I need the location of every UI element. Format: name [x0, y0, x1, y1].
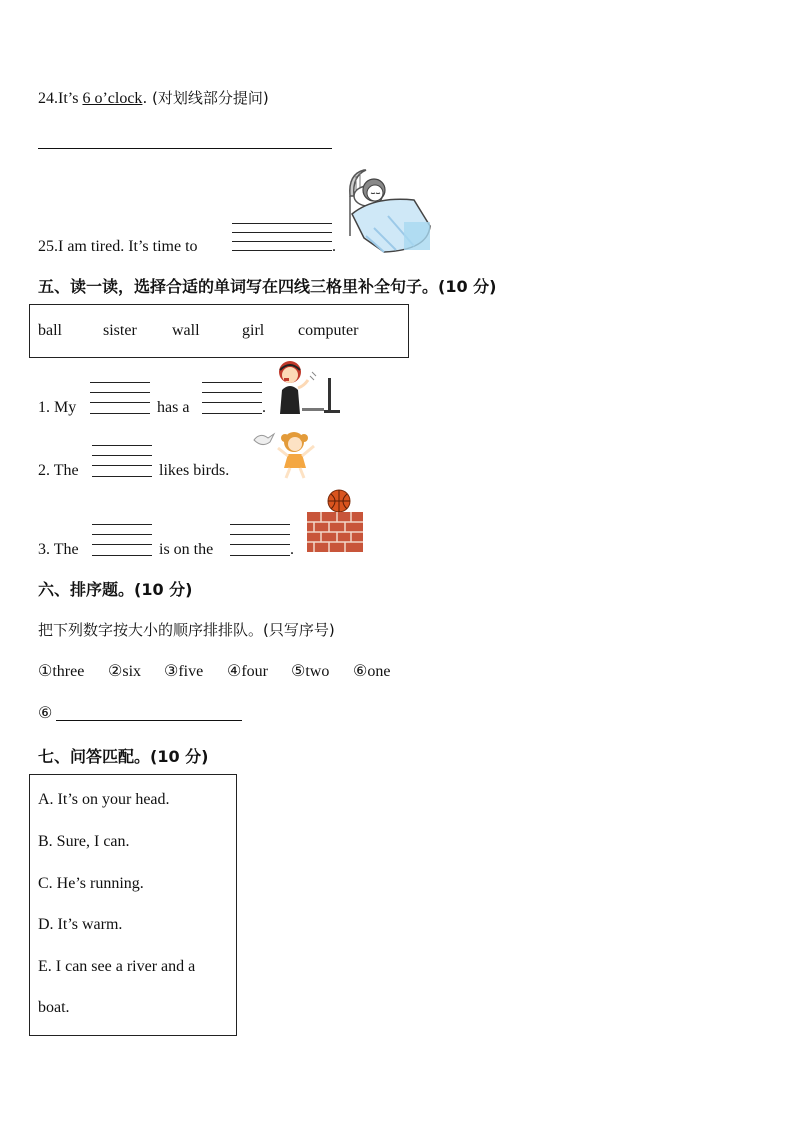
sister-computer-picture	[272, 358, 344, 416]
option-e: E. I can see a river and a	[38, 958, 196, 975]
number-item: ③five	[164, 663, 204, 680]
four-line-grid-1b[interactable]	[202, 382, 262, 414]
word-bank-item: ball	[38, 322, 62, 339]
word-bank-item: sister	[103, 322, 137, 339]
sentence-1-middle: has a	[157, 399, 190, 416]
sentence-3-middle: is on the	[159, 541, 214, 558]
answer-options-box	[29, 774, 237, 1036]
four-line-grid-3a[interactable]	[92, 524, 152, 556]
number-item: ②six	[108, 663, 142, 680]
section-6-title: 六、排序题。(10 分)	[38, 580, 193, 599]
question-25: 25.I am tired. It’s time to	[38, 238, 198, 255]
option-b: B. Sure, I can.	[38, 833, 130, 850]
word-bank-item: wall	[172, 322, 200, 339]
number-item: ⑤two	[291, 663, 330, 680]
section-6-instruction: 把下列数字按大小的顺序排排队。(只写序号)	[38, 621, 335, 639]
four-line-grid-1a[interactable]	[90, 382, 150, 414]
answer-line-24[interactable]	[38, 148, 332, 149]
option-c: C. He’s running.	[38, 875, 144, 892]
four-line-grid-25[interactable]	[232, 223, 332, 251]
word-bank-item: computer	[298, 322, 359, 339]
answer-start: ⑥	[38, 705, 53, 722]
option-a: A. It’s on your head.	[38, 791, 170, 808]
period: .	[332, 238, 336, 255]
sentence-2-start: 2. The	[38, 462, 79, 479]
girl-bird-picture	[250, 428, 322, 480]
ball-wall-picture	[305, 488, 365, 554]
number-item: ①three	[38, 663, 85, 680]
sentence-2-end: likes birds.	[159, 462, 230, 479]
answer-line-6[interactable]	[56, 720, 242, 721]
number-item: ⑥one	[353, 663, 391, 680]
four-line-grid-2[interactable]	[92, 445, 152, 477]
underlined-phrase: 6 o’clock	[82, 90, 143, 107]
sentence-3-start: 3. The	[38, 541, 79, 558]
sleeping-girl-picture	[344, 166, 432, 254]
number-item: ④four	[227, 663, 268, 680]
question-24: 24.It’s 6 o’clock. (对划线部分提问)	[38, 89, 269, 107]
section-7-title: 七、问答匹配。(10 分)	[38, 747, 209, 766]
option-d: D. It’s warm.	[38, 916, 123, 933]
word-bank-item: girl	[242, 322, 265, 339]
option-e-continued: boat.	[38, 999, 70, 1016]
period: .	[262, 399, 266, 416]
section-5-title: 五、读一读，选择合适的单词写在四线三格里补全句子。(10 分)	[38, 277, 497, 296]
four-line-grid-3b[interactable]	[230, 524, 290, 556]
sentence-1-start: 1. My	[38, 399, 77, 416]
period: .	[290, 541, 294, 558]
